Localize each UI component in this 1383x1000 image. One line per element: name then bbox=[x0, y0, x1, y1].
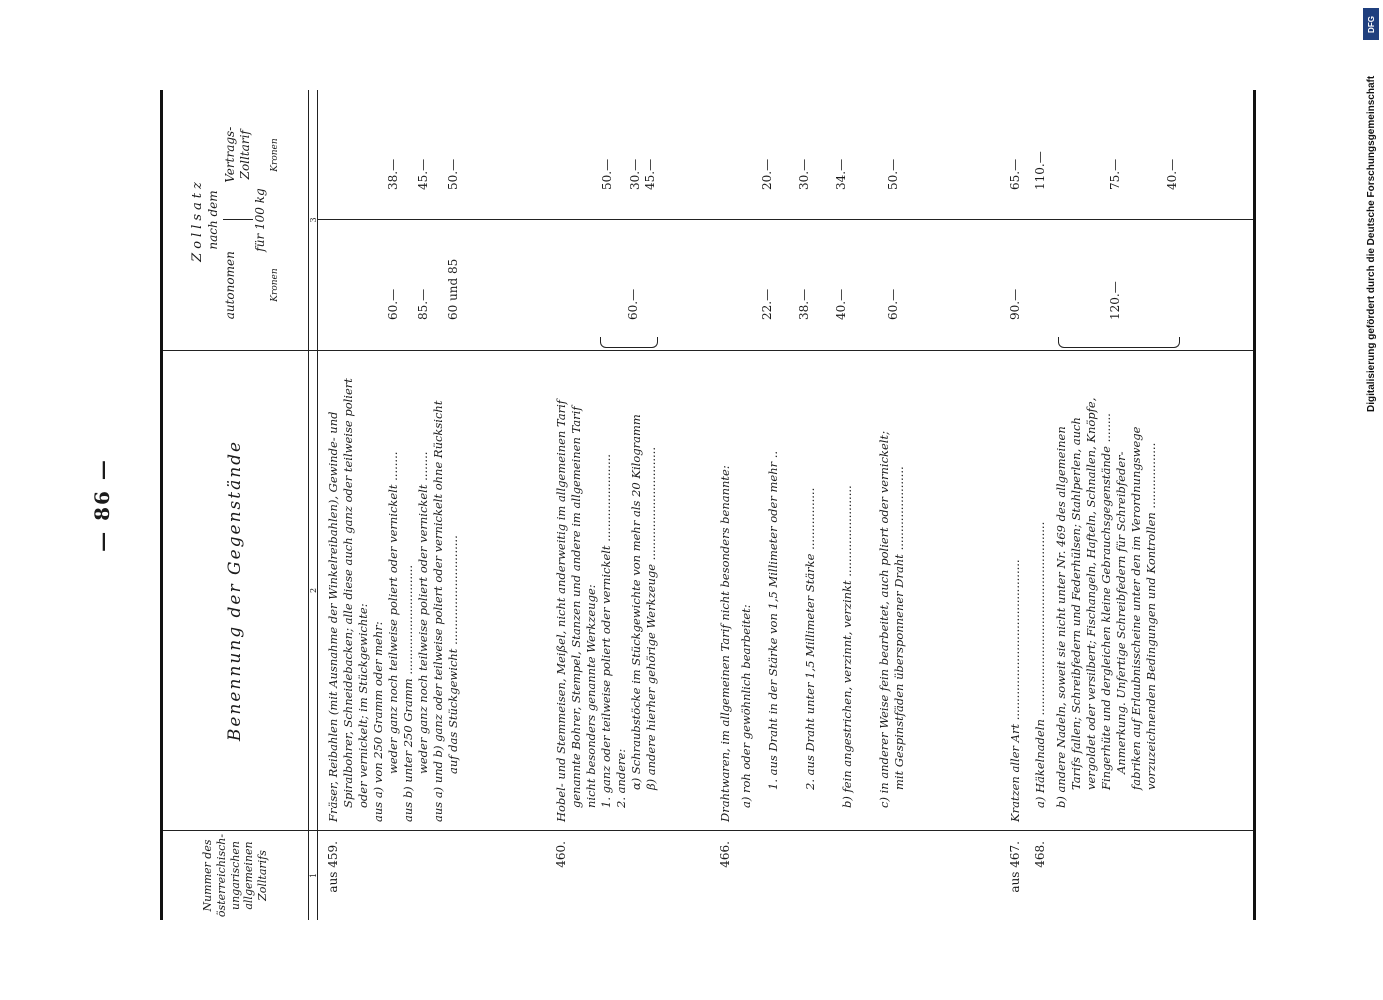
column-number-1: 1 bbox=[308, 830, 318, 920]
entry-466: Drahtwaren, im allgemeinen Tarif nicht besonders benannte: a) roh oder gewöhnlich bearbeitet: 1. aus Draht in der Stärke von 1,5 Millimeter oder mehr .. 2. aus Draht unter 1,5 Millimeter Stärke ................. b) fein angestrichen, verzinnt, verzinkt ......................... c) in anderer Weise fein bearbeitet, auch poliert oder vernickelt; mit Gespinstfäden übersponnener Draht ....................... bbox=[718, 431, 906, 822]
tariff-table bbox=[160, 90, 1256, 920]
credit-text: Digitalisierung gefördert durch die Deutsche Forschungsgemeinschaft bbox=[1366, 75, 1377, 412]
duty-column bbox=[318, 90, 1253, 350]
description-column bbox=[318, 350, 1253, 830]
entry-459: Fräser, Reibahlen (mit Ausnahme der Winkelreibahlen), Gewinde- und Spiralbohrer, Schneidebacken; alle diese auch ganz oder teilweise poliert oder vernickelt; im Stückgewichte: aus a) von 250 Gramm oder mehr: weder ganz noch teilweise poliert oder vernickelt ........ aus b) unter 250 Gramm .............................. weder ganz noch teilweise poliert oder vernickelt ........ aus a) und b) ganz oder teilweise poliert oder vernickelt ohne Rücksicht auf das Stückgewicht .............................. bbox=[326, 378, 460, 822]
column-number-3: 3 bbox=[308, 90, 318, 350]
rate-contractual: 34.— bbox=[834, 158, 848, 190]
rate-autonomous: 120.— bbox=[1108, 281, 1122, 320]
rate-contractual: 45.— bbox=[643, 158, 657, 190]
brace-468 bbox=[1058, 337, 1180, 348]
rate-contractual: 65.— bbox=[1008, 158, 1022, 190]
header-description-column: Benennung der Gegenstände bbox=[163, 350, 308, 830]
duty-divider bbox=[318, 219, 1253, 220]
rate-contractual: 30.— bbox=[797, 158, 811, 190]
number-column bbox=[318, 830, 1253, 920]
header-autonomous: autonomen bbox=[223, 220, 253, 351]
entry-467: Kratzen aller Art ............................................ bbox=[1008, 559, 1022, 822]
dfg-logo: DFG bbox=[1363, 8, 1379, 40]
header-duty-column: Zollsatz nach dem autonomen Vertrags- Zolltarif für 100 kg Kronen Kronen bbox=[163, 90, 308, 350]
entry-number: aus 459. bbox=[326, 841, 340, 893]
rate-contractual: 38.— bbox=[386, 158, 400, 190]
rate-autonomous: 22.— bbox=[760, 288, 774, 320]
page-number: — 86 — bbox=[90, 458, 114, 552]
rate-contractual: 30.— bbox=[628, 158, 642, 190]
entry-number: aus 467. bbox=[1008, 841, 1022, 893]
entry-number: 468. bbox=[1033, 841, 1047, 868]
scanned-page bbox=[90, 90, 1250, 920]
rate-autonomous: 60.— bbox=[886, 288, 900, 320]
entry-number: 460. bbox=[554, 841, 568, 868]
rate-contractual: 50.— bbox=[446, 158, 460, 190]
header-contractual: Vertrags- Zolltarif bbox=[223, 126, 252, 183]
rate-contractual: 20.— bbox=[760, 158, 774, 190]
entry-460: Hobel- und Stemmeisen, Meißel, nicht anderweitig im allgemeinen Tarif genannte Bohrer, Stempel, Stanzen und andere im allgemeinen Tarif nicht besonders genannte Werkzeuge: 1. ganz oder teilweise poliert oder vernickelt ........................ 2. andere: α) Schraubstöcke im Stückgewichte von mehr als 20 Kilogramm β) andere hierher gehörige Werkzeuge ............................... bbox=[554, 399, 658, 822]
entry-number: 466. bbox=[718, 841, 732, 868]
rate-contractual: 110.— bbox=[1033, 151, 1047, 190]
rate-contractual: 50.— bbox=[886, 158, 900, 190]
rate-contractual: 50.— bbox=[600, 158, 614, 190]
rate-autonomous: 90.— bbox=[1008, 288, 1022, 320]
rate-contractual: 75.— bbox=[1108, 158, 1122, 190]
column-number-2: 2 bbox=[308, 350, 318, 830]
rate-autonomous: 60.— bbox=[386, 288, 400, 320]
rate-autonomous: 40.— bbox=[834, 288, 848, 320]
rate-autonomous: 60.— bbox=[626, 288, 640, 320]
header-number-column: Nummer des österreichisch-ungarischen allgemeinen Zolltarifs bbox=[163, 830, 308, 920]
brace-460 bbox=[600, 337, 658, 348]
rate-autonomous: 85.— bbox=[416, 288, 430, 320]
entry-468: a) Häkelnadeln ..................................................... b) andere Nadeln, soweit sie nicht unter Nr. 469 des allgemeinen Tarifs fallen; Schreibfedern und Federhülsen; Stahlperlen, auch vergoldet oder versilbert; Fischangeln, Hafteln, Schnallen, Knöpfe, Fingerhüte und dergleichen kleine Gebrauchsgegenstände ........ Anmerkung. Unfertige Schreibfedern für Schreibfeder- fabriken auf Erlaubnisscheine unter den im Verordnungswege vorzuzeichnenden Bedingungen und Kontrollen .................. bbox=[1033, 397, 1158, 808]
digitization-credit bbox=[1362, 8, 1383, 998]
rate-contractual: 45.— bbox=[416, 158, 430, 190]
rate-contractual: 40.— bbox=[1165, 158, 1179, 190]
rate-autonomous: 38.— bbox=[797, 288, 811, 320]
rate-autonomous: 60 und 85 bbox=[446, 258, 460, 320]
